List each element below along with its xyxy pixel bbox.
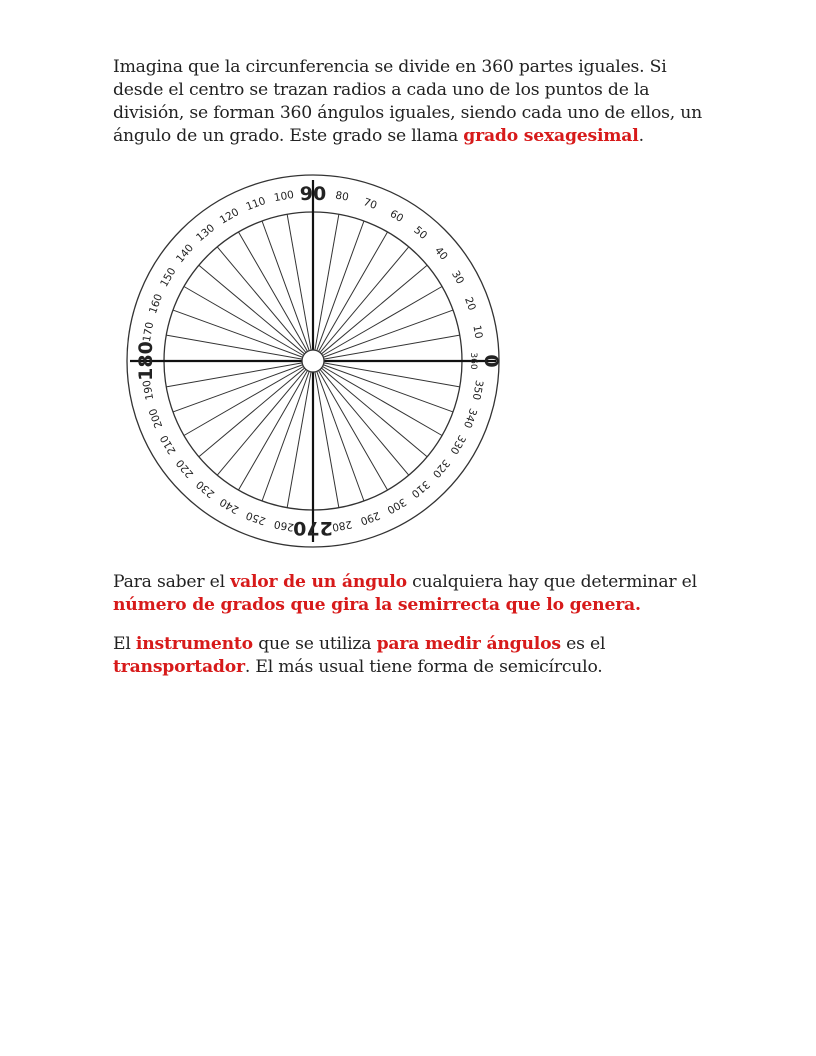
degree-label-160: 160 (147, 292, 166, 316)
degree-label-310: 310 (408, 477, 432, 500)
ray-50 (320, 247, 409, 353)
degree-label-50: 50 (411, 224, 430, 242)
degree-circle-figure (118, 166, 508, 556)
highlight-valor-de-un-angulo: valor de un ángulo (230, 572, 407, 592)
paragraph-text: Para saber el (113, 572, 231, 592)
degree-label-20: 20 (462, 295, 478, 313)
degree-label-100: 100 (273, 188, 295, 205)
paragraph-text: Imagina que la circunferencia se divide en 360 partes iguales. Si desde el centro se trazan radios a cada uno de los puntos de la división, se forman 360 ángulos iguales, siendo cada uno de ellos, un ángulo de un grado. Este grado se llama (113, 57, 702, 146)
ray-320 (321, 368, 427, 457)
degree-label-90: 90 (299, 183, 327, 205)
paragraph-text: . (638, 126, 644, 146)
degree-label-320: 320 (429, 456, 452, 480)
degree-label-60: 60 (387, 207, 406, 225)
ray-130 (217, 247, 306, 353)
ray-10 (324, 335, 460, 359)
highlight-numero-de-grados: número de grados que gira la semirrecta que lo genera. (113, 595, 641, 615)
paragraph-text: . El más usual tiene forma de semicírculo. (244, 657, 603, 677)
angle-value-paragraph (113, 571, 713, 617)
paragraph-text: El (113, 634, 136, 654)
degree-label-150: 150 (158, 265, 179, 290)
ray-350 (324, 363, 460, 387)
degree-label-210: 210 (158, 432, 179, 457)
degree-label-240: 240 (217, 495, 242, 516)
degree-label-180: 180 (135, 341, 157, 381)
degree-label-110: 110 (244, 195, 268, 214)
ray-170 (166, 335, 302, 359)
degree-label-120: 120 (217, 206, 242, 227)
degree-label-190: 190 (140, 379, 157, 401)
degree-label-280: 280 (331, 517, 353, 534)
degree-label-290: 290 (358, 508, 382, 527)
degree-label-70: 70 (361, 196, 379, 212)
paragraph-text: que se utiliza (252, 634, 377, 654)
degree-label-80: 80 (334, 189, 350, 204)
degree-label-260: 260 (273, 517, 295, 534)
degree-label-0: 0 (480, 354, 502, 368)
ray-40 (321, 265, 427, 354)
highlight-transportador: transportador (113, 657, 245, 677)
degree-label-130: 130 (194, 222, 218, 245)
degree-label-40: 40 (432, 244, 450, 263)
degree-label-230: 230 (194, 477, 218, 500)
ray-260 (287, 372, 311, 508)
ray-80 (315, 214, 339, 350)
ray-190 (166, 363, 302, 387)
degree-label-10: 10 (470, 324, 485, 340)
ray-310 (320, 369, 409, 475)
paragraph-text: cualquiera hay que determinar el (406, 572, 697, 592)
intro-paragraph (113, 56, 713, 148)
degree-label-200: 200 (147, 406, 166, 430)
degree-label-30: 30 (449, 268, 467, 287)
degree-label-250: 250 (244, 508, 268, 527)
degree-label-140: 140 (174, 242, 197, 266)
ray-100 (287, 214, 311, 350)
instrument-paragraph (113, 633, 713, 679)
degree-label-170: 170 (140, 321, 157, 343)
highlight-instrumento: instrumento (135, 634, 253, 654)
degree-label-300: 300 (384, 495, 409, 516)
degree-label-330: 330 (447, 432, 468, 457)
center-circle (302, 350, 324, 372)
highlight-para-medir-angulos: para medir ángulos (376, 634, 561, 654)
paragraph-text: es el (560, 634, 606, 654)
degree-label-360: 360 (468, 352, 478, 370)
degree-label-270: 270 (293, 517, 333, 539)
highlight-grado-sexagesimal: grado sexagesimal (463, 126, 639, 146)
degree-label-340: 340 (460, 406, 479, 430)
ray-140 (199, 265, 305, 354)
ray-230 (217, 369, 306, 475)
ray-220 (199, 368, 305, 457)
degree-label-350: 350 (469, 379, 486, 401)
ray-280 (315, 372, 339, 508)
degree-label-220: 220 (174, 456, 197, 480)
